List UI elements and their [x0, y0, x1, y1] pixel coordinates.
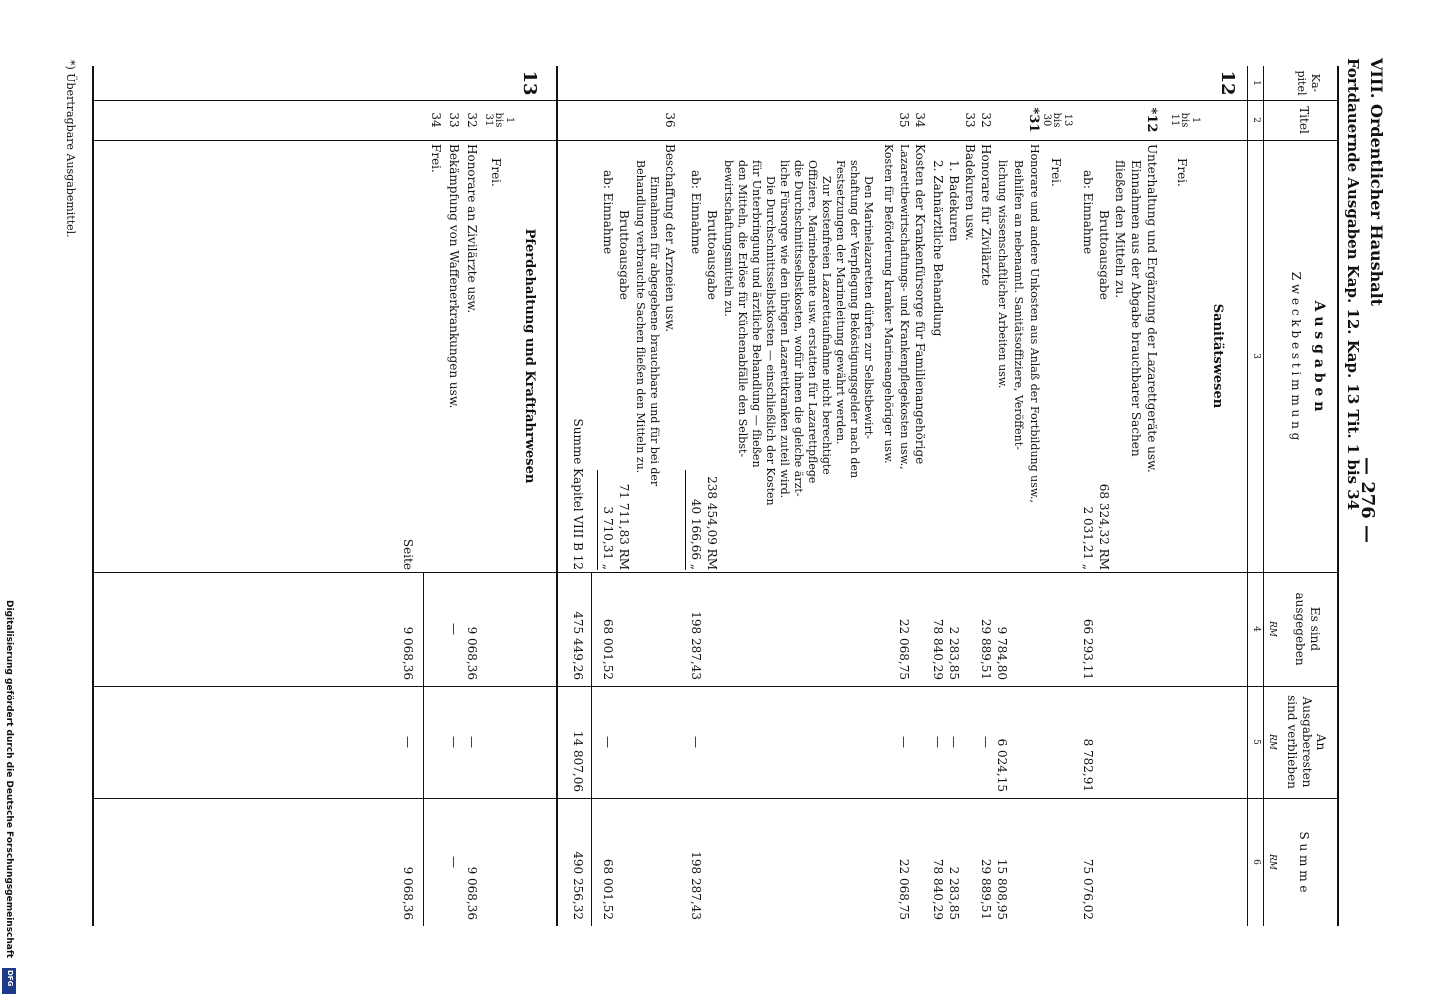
k12-t31-summe: 15 808,95: [995, 858, 1009, 920]
k12-t33-b-reste: —: [931, 736, 945, 748]
header-zweckbestimmung: Z w e c k b e s t i m m u n g: [1289, 271, 1303, 441]
k13-t33-text: Bekämpfung von Waffenerkrankungen usw.: [447, 144, 461, 409]
k12-t35-note-9: für Unterbringung und ärztliche Behandlung — fließen: [750, 160, 763, 468]
k12-t35-summe: 22 068,75: [897, 858, 911, 920]
k13-seite-label: Seite: [401, 538, 415, 570]
header-kapitel: Ka- pitel: [1294, 70, 1322, 96]
k13-seite-ausgegeben: 9 068,36: [401, 626, 415, 680]
k12-t35-line2: Kosten für Beförderung kranker Marineangehöriger usw.: [882, 144, 895, 464]
k12-t35-note-1: Den Marinelazaretten dürfen zur Selbstbewirt-: [862, 176, 875, 439]
k12-t35-sum-summe: 198 287,43: [689, 851, 703, 920]
k12-titel-31: *31: [1026, 107, 1041, 133]
header-titel: Titel: [1297, 106, 1311, 134]
digitization-note: Digitalisierung gefördert durch die Deutsche Forschungsgemeinschaft: [4, 600, 14, 959]
k13-t32-summe: 9 068,36: [465, 866, 479, 920]
k12-t12-summe: 75 076,02: [1081, 858, 1095, 920]
column-number-rule: [1247, 66, 1248, 926]
k12-t32-summe: 29 889,51: [979, 858, 993, 920]
k12-t35-note-3: Festsetzungen der Marineleitung gewährt werden.: [834, 160, 847, 445]
col-divider-4: [94, 686, 1339, 687]
col-number-4: 4: [1251, 626, 1261, 632]
k12-titel-34: 34: [913, 112, 927, 128]
k12-titel-36: 36: [663, 112, 677, 128]
k12-titel-12: *12: [1144, 107, 1159, 133]
k12-t35-note-11: bewirtschaftungsmitteln zu.: [722, 160, 735, 317]
kapitel-13-rule: [556, 66, 558, 926]
k12-t12-ab-value: 2 031,21 „: [1081, 506, 1095, 570]
table-top-rule: [1337, 66, 1339, 926]
k12-t32-text: Honorare für Zivilärzte: [979, 144, 993, 286]
k13-frei-1: Frei.: [489, 158, 503, 187]
footnote: *) Übertragbare Ausgabemittel.: [64, 60, 77, 238]
k12-t35-sum-reste: —: [689, 736, 703, 748]
header-ausgaben: A u s g a b e n: [1311, 300, 1327, 412]
header-rule: [1263, 66, 1264, 926]
k12-t12-brutto-value: 68 324,32 RM: [1097, 483, 1111, 570]
k12-t36-ab-label: ab: Einnahme: [601, 170, 615, 255]
k12-frei-1: Frei.: [1175, 158, 1189, 187]
k12-t12-ab-label: ab: Einnahme: [1081, 170, 1095, 255]
k13-t32-reste: —: [465, 736, 479, 748]
k12-t33-text: Badekuren usw.: [963, 144, 977, 241]
k13-seite-rule: [423, 572, 424, 926]
k12-titel-32: 32: [979, 112, 993, 128]
k12-t35-brutto-label: Bruttoausgabe: [705, 210, 719, 300]
k12-t35-note-5: Offiziere, Marinebeamte usw. erstatten für Lazarettpflege: [806, 160, 819, 484]
k12-summe-ausgegeben: 475 449,26: [571, 611, 585, 680]
k13-t33-summe: —: [447, 856, 461, 868]
k13-titel-34: 34: [429, 112, 443, 128]
k12-t34-text: Kosten der Krankenfürsorge für Familienangehörige: [913, 144, 927, 465]
k12-summe-reste: 14 807,06: [571, 730, 585, 792]
k12-titel-1-11: 1 bis 11: [1169, 112, 1201, 128]
kapitel-13-number: 13: [519, 70, 540, 96]
k12-t12-line1: Unterhaltung und Ergänzung der Lazarettgeräte usw.: [1145, 144, 1159, 473]
k12-t35-reste: —: [897, 736, 911, 748]
col-number-3: 3: [1251, 353, 1261, 359]
k12-t35-sub-rule: [685, 470, 686, 570]
k13-titel-32: 32: [465, 112, 479, 128]
k12-t36-sub-rule: [597, 470, 598, 570]
col-number-5: 5: [1251, 739, 1261, 745]
col-number-2: 2: [1251, 117, 1261, 123]
k12-t32-ausgegeben: 29 889,51: [979, 618, 993, 680]
k12-sum-rule: [591, 572, 592, 926]
k12-t35-sum-ausgegeben: 198 287,43: [689, 611, 703, 680]
k12-t36-line3: Behandlung verbrauchte Sachen fließen den Mitteln zu.: [634, 160, 647, 474]
k12-t12-ausgegeben: 66 293,11: [1081, 618, 1095, 680]
k12-t36-summe: 68 001,52: [601, 858, 615, 920]
k12-t33-a-ausgegeben: 2 283,85: [947, 626, 961, 680]
k13-seite-reste: —: [401, 736, 415, 748]
k12-t32-reste: —: [979, 736, 993, 748]
k13-seite-summe: 9 068,36: [401, 866, 415, 920]
header-rm-4: RM: [1267, 621, 1277, 637]
col-divider-5: [94, 798, 1339, 799]
col-number-1: 1: [1251, 80, 1261, 86]
k12-t35-note-2: schaftung der Verpflegung Beköstigungsgelder nach den: [848, 160, 861, 479]
k12-t35-note-4: Zur kostenfreien Lazarettaufnahme nicht berechtigte: [820, 176, 833, 475]
k12-t35-ab-label: ab: Einnahme: [689, 170, 703, 255]
col-divider-2: [94, 140, 1339, 141]
dfg-logo-text: DFG: [6, 970, 14, 987]
k12-t33-a-reste: —: [947, 736, 961, 748]
k12-t35-note-10: den Mitteln, die Erlöse für Küchenabfälle den Selbst-: [736, 160, 749, 458]
k12-t33-b: 2. Zahnärztliche Behandlung: [931, 160, 945, 337]
k12-frei-13: Frei.: [1049, 158, 1063, 187]
k12-titel-13-30: 13 bis 30: [1041, 112, 1073, 128]
k12-t36-ab-value: 3 710,31 „: [601, 506, 615, 570]
k12-t35-brutto-value: 238 454,09 RM: [705, 476, 719, 570]
col-number-6: 6: [1251, 859, 1261, 865]
page-number: — 276 —: [1357, 456, 1378, 544]
k12-t36-brutto-label: Bruttoausgabe: [617, 210, 631, 300]
k12-t36-reste: —: [601, 736, 615, 748]
k12-t31-line1: Honorare und andere Unkosten aus Anlaß der Fortbildung usw.,: [1028, 144, 1041, 503]
k13-t34-text: Frei.: [429, 144, 443, 173]
digitization-sidebar: [0, 600, 18, 1000]
k12-t31-reste: 6 024,15: [995, 738, 1009, 792]
k13-t32-ausgegeben: 9 068,36: [465, 626, 479, 680]
kapitel-13-section: Pferdehaltung und Kraftfahrwesen: [522, 228, 537, 484]
k12-t36-line2: Einnahmen für abgegebene brauchbare und für bei der: [648, 176, 661, 487]
k12-t35-note-7: liche Fürsorge wie den übrigen Lazarettkranken zuteil wird.: [778, 160, 791, 499]
k12-t35-ab-value: 40 166,66 „: [689, 498, 703, 570]
header-rm-5: RM: [1267, 734, 1277, 750]
k13-t33-ausgegeben: —: [447, 623, 461, 635]
header-ausgabereste: An Ausgaberesten sind verblieben: [1285, 695, 1328, 789]
table-bottom-rule: [92, 66, 94, 926]
header-subtitle: Fortdauernde Ausgaben Kap. 12. Kap. 13 Tit. 1 bis 34: [1344, 58, 1362, 511]
k12-summe-summe: 490 256,32: [571, 851, 585, 920]
header-rm-6: RM: [1267, 854, 1277, 870]
k12-t33-b-ausgegeben: 78 840,29: [931, 618, 945, 680]
k12-titel-33: 33: [963, 112, 977, 128]
k12-t12-line3: fließen den Mitteln zu.: [1113, 160, 1127, 299]
k12-t36-ausgegeben: 68 001,52: [601, 618, 615, 680]
k13-t32-text: Honorare an Zivilärzte usw.: [465, 144, 479, 314]
k12-t36-line1: Beschaffung der Arzneien usw.: [663, 144, 677, 333]
k12-t33-a-summe: 2 283,85: [947, 866, 961, 920]
k12-t12-line2: Einnahmen aus der Abgabe brauchbarer Sachen: [1129, 160, 1143, 457]
k12-t33-b-summe: 78 840,29: [931, 858, 945, 920]
k12-t35-ausgegeben: 22 068,75: [897, 618, 911, 680]
k12-titel-35: 35: [897, 112, 911, 128]
k12-t31-line3: lichung wissenschaftlicher Arbeiten usw.: [996, 160, 1009, 389]
k13-titel-33: 33: [447, 112, 461, 128]
k12-t31-line2: Beihilfen an nebenamtl. Sanitätsoffiziere, Veröffent-: [1012, 160, 1025, 450]
header-es-sind-ausgegeben: Es sind ausgegeben: [1293, 592, 1322, 666]
dfg-logo: [2, 968, 16, 994]
k13-titel-1-31: 1 bis 31: [483, 112, 515, 128]
k12-t12-brutto-label: Bruttoausgabe: [1097, 210, 1111, 300]
k12-t35-note-8: Die Durchschnittsselbstkosten — einschließlich der Kosten: [764, 176, 777, 506]
k12-t36-brutto-value: 71 711,83 RM: [617, 483, 631, 570]
header-summe: S u m m e: [1297, 831, 1311, 893]
k12-t12-reste: 8 782,91: [1081, 738, 1095, 792]
k12-t35-line1: Lazarettbewirtschaftungs- und Krankenpflegekosten usw.,: [898, 144, 911, 470]
k13-t33-reste: —: [447, 736, 461, 748]
k12-t31-ausgegeben: 9 784,80: [995, 626, 1009, 680]
k12-t35-note-6: die Durchschnittsselbstkosten, wofür ihnen die gleiche ärzt-: [792, 160, 805, 497]
k12-summe-label: Summe Kapitel VIII B 12: [571, 418, 585, 570]
header-title: VIII. Ordentlicher Haushalt: [1367, 58, 1386, 307]
kapitel-12-number: 12: [1217, 70, 1238, 96]
k12-t33-a: 1. Badekuren: [947, 160, 961, 242]
col-divider-3: [94, 572, 1339, 573]
kapitel-12-section: Sanitätswesen: [1210, 303, 1225, 409]
